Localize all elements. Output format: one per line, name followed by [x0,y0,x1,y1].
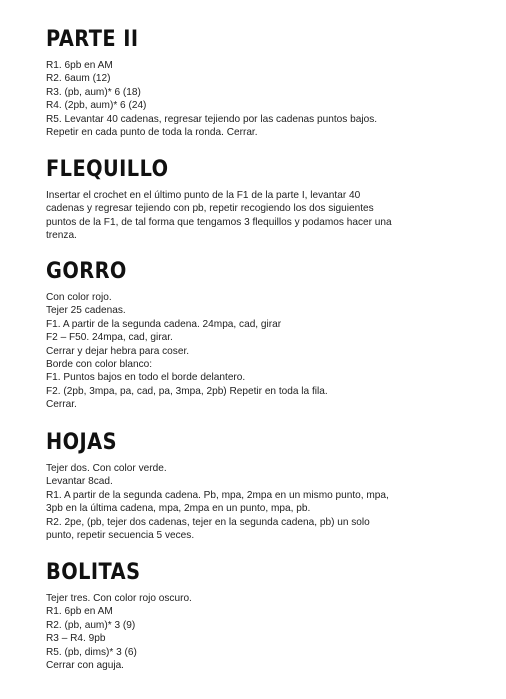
paragraph-line: trenza. [46,230,77,242]
instruction-line: Borde con color blanco: [46,359,153,371]
instruction-line: R3. (pb, aum)* 6 (18) [46,86,141,98]
paragraph-line: cadenas y regresar tejiendo con pb, repetir recogiendo los dos siguientes [46,203,374,215]
instruction-list [46,592,466,672]
section-flequillo [46,157,466,243]
instruction-line: Levantar 8cad. [46,476,113,488]
section-bolitas [46,560,466,672]
instruction-list [46,462,466,542]
instruction-line: R1. A partir de la segunda cadena. Pb, mpa, 2mpa en un mismo punto, mpa, [46,489,389,501]
instruction-line: F2 – F50. 24mpa, cad, girar. [46,332,173,344]
instruction-line: Cerrar. [46,399,77,411]
section-heading-bolitas: BOLITAS [46,560,141,585]
paragraph-line: puntos de la F1, de tal forma que tengamos 3 flequillos y podamos hacer una [46,216,392,228]
section-parte-ii [46,27,466,139]
instruction-line: punto, repetir secuencia 5 veces. [46,530,195,542]
section-heading-gorro: GORRO [46,259,127,284]
instruction-line: Con color rojo. [46,292,112,303]
instruction-line: Tejer dos. Con color verde. [46,463,167,474]
instruction-line: 3pb en la última cadena, mpa, 2mpa en un punto, mpa, pb. [46,503,311,515]
instruction-line: R5. (pb, dims)* 3 (6) [46,646,137,658]
instruction-paragraph [46,189,466,243]
instruction-line: F1. Puntos bajos en todo el borde delantero. [46,372,246,384]
instruction-line: R5. Levantar 40 cadenas, regresar tejiendo por las cadenas puntos bajos. [46,113,378,125]
instruction-line: R2. 2pe, (pb, tejer dos cadenas, tejer en la segunda cadena, pb) un solo [46,516,370,528]
section-heading-parte-ii: PARTE II [46,27,139,52]
instruction-line: R1. 6pb en AM [46,60,113,71]
instruction-list [46,291,466,412]
instruction-line: Repetir en cada punto de toda la ronda. Cerrar. [46,127,258,139]
instruction-line: R3 – R4. 9pb [46,633,106,645]
instruction-line: Cerrar y dejar hebra para coser. [46,345,190,357]
instruction-line: R1. 6pb en AM [46,606,113,618]
instruction-line: Tejer tres. Con color rojo oscuro. [46,593,192,604]
instruction-line: R2. (pb, aum)* 3 (9) [46,619,136,631]
paragraph-line: Insertar el crochet en el último punto de la F1 de la parte I, levantar 40 [46,190,361,201]
section-hojas [46,430,466,542]
instruction-line: F1. A partir de la segunda cadena. 24mpa, cad, girar [46,318,282,330]
instruction-list [46,59,466,139]
section-gorro [46,259,466,412]
section-heading-flequillo: FLEQUILLO [46,157,169,182]
instruction-line: R4. (2pb, aum)* 6 (24) [46,100,147,112]
instruction-line: Cerrar con aguja. [46,660,124,672]
instruction-line: F2. (2pb, 3mpa, pa, cad, pa, 3mpa, 2pb) Repetir en toda la fila. [46,385,328,397]
section-heading-hojas: HOJAS [46,430,117,455]
instruction-line: R2. 6aum (12) [46,73,111,85]
instruction-line: Tejer 25 cadenas. [46,305,126,317]
